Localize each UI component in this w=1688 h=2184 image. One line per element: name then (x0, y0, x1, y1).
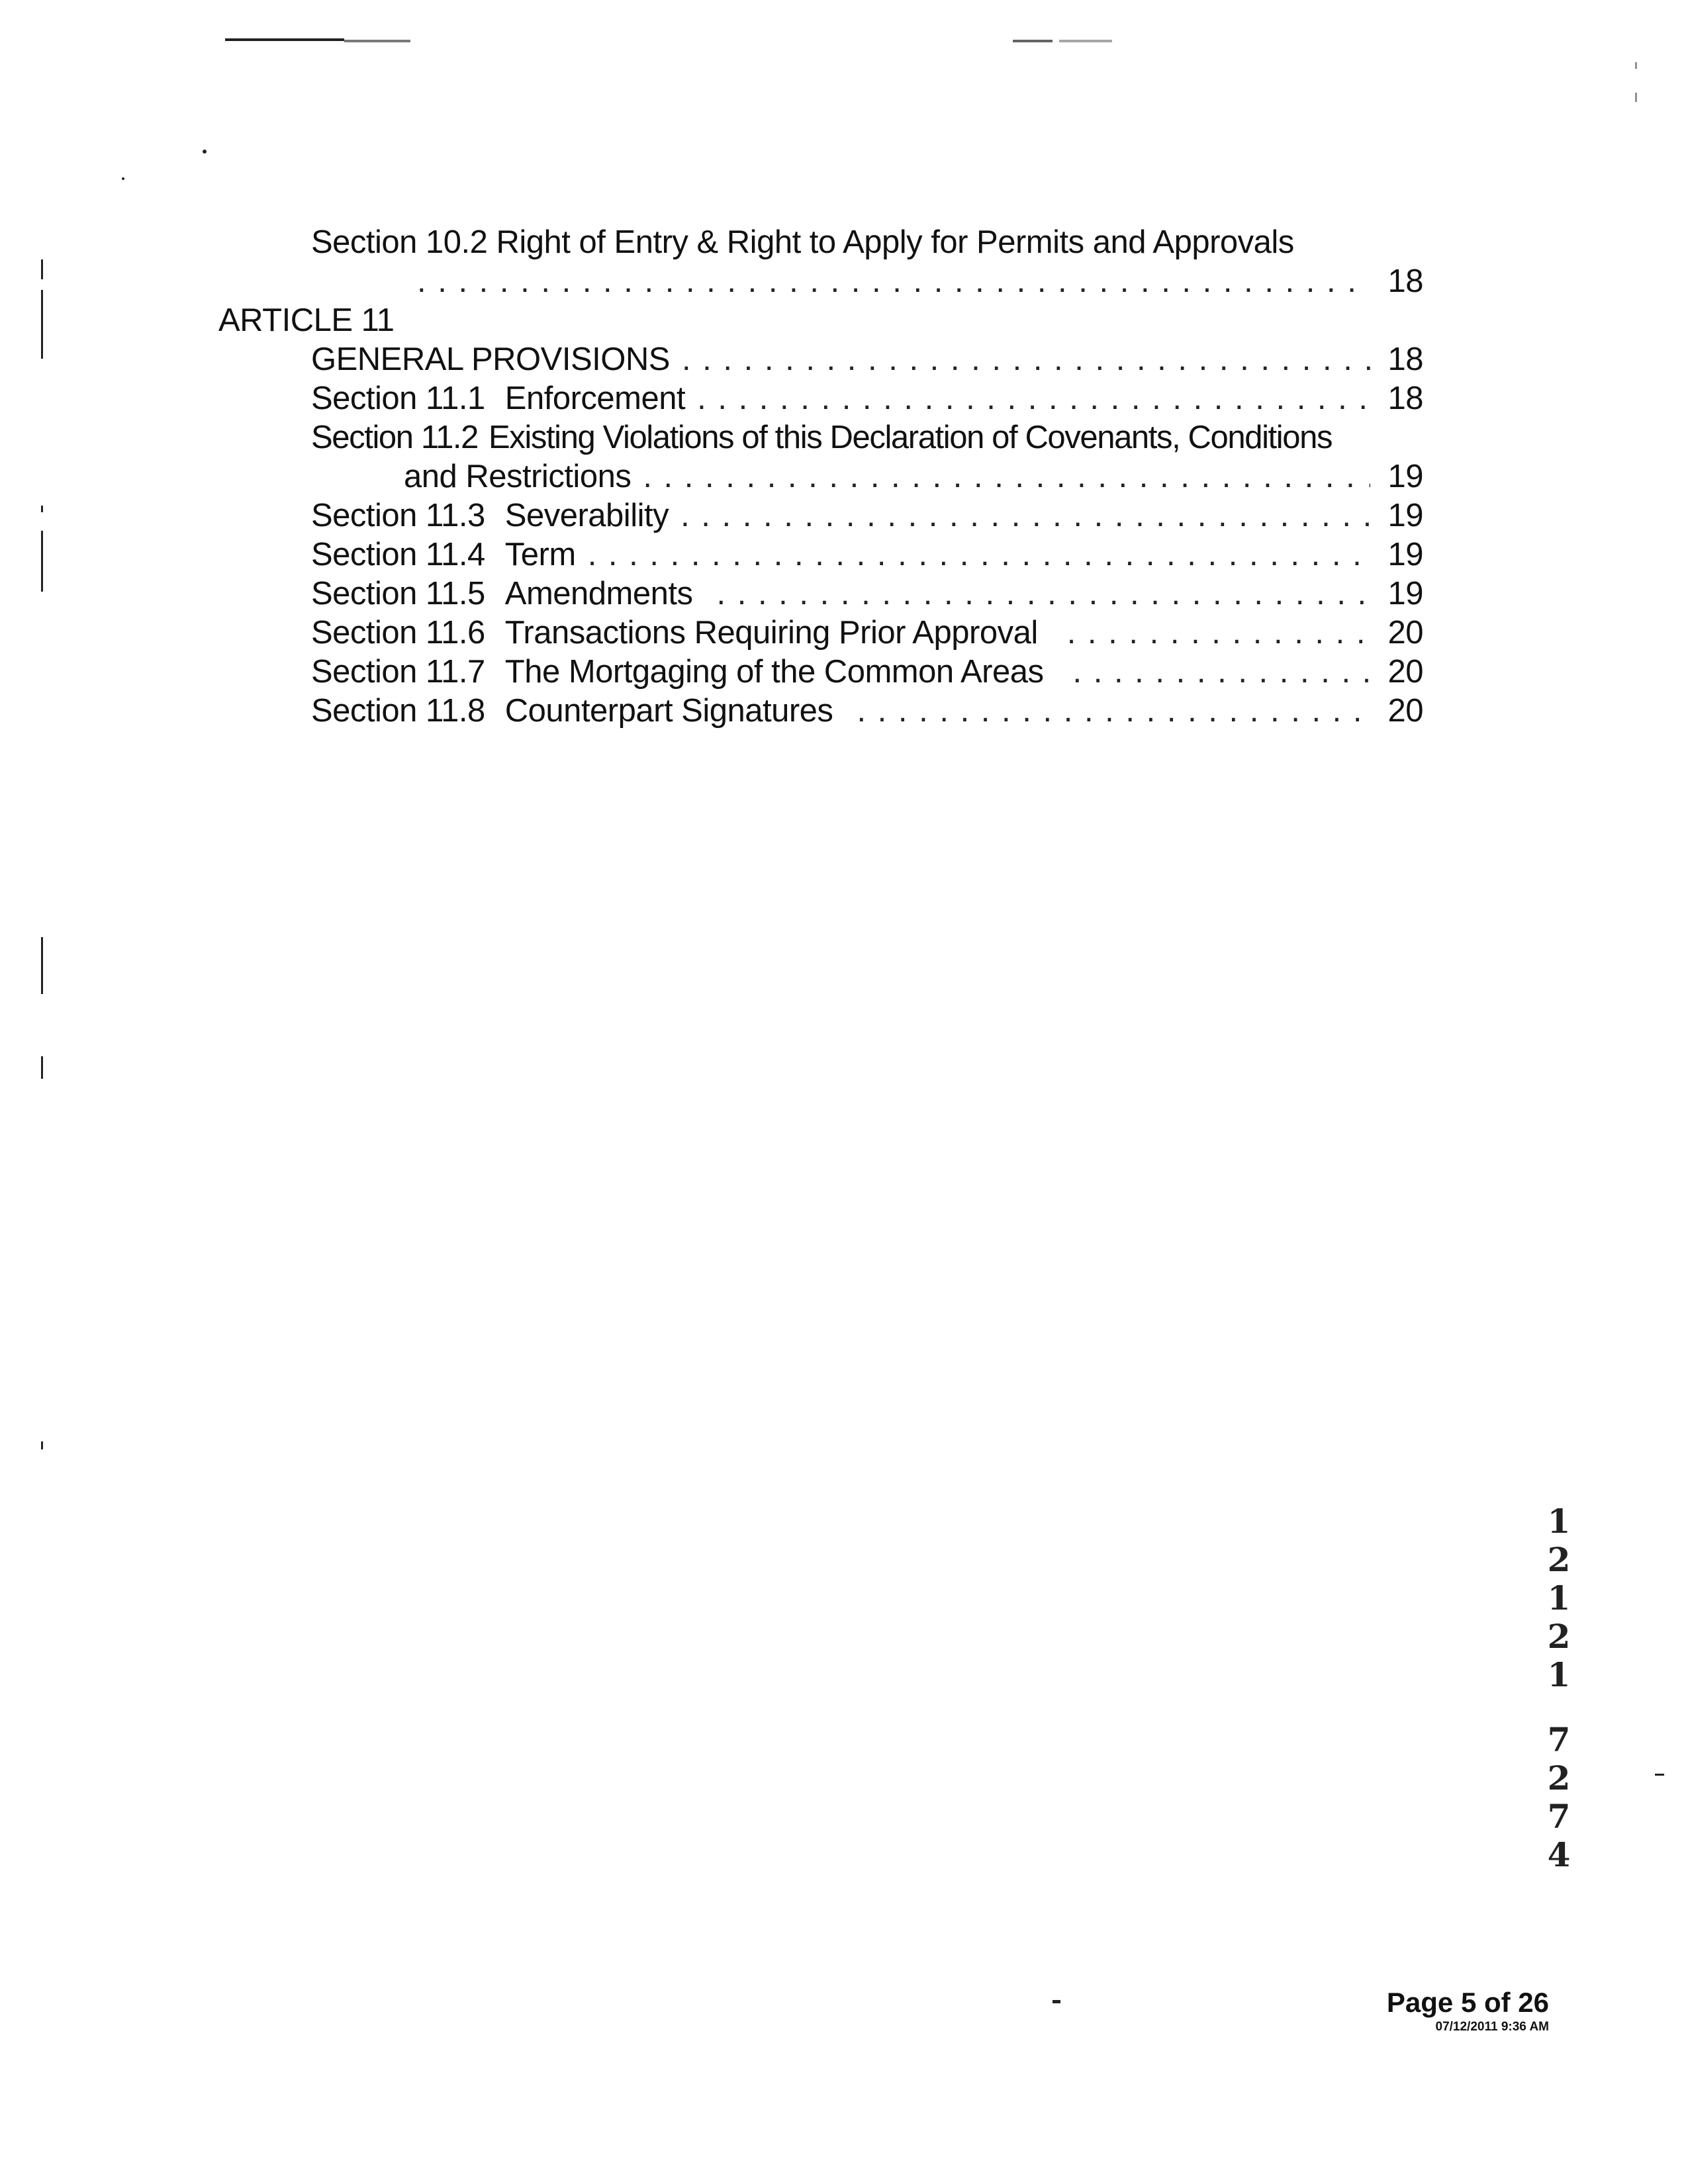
toc-page-number: 19 (1387, 459, 1423, 494)
section-number: Section 11.1 (311, 381, 485, 416)
section-number: Section 11.7 (311, 654, 485, 690)
dot-leader (588, 535, 1370, 574)
toc-entry-11-2-first-line (311, 418, 1332, 457)
dot-leader (682, 340, 1370, 379)
print-timestamp: 07/12/2011 9:36 AM (1435, 2020, 1549, 2034)
toc-page-number: 20 (1387, 654, 1423, 690)
bates-digit: 1 (1547, 1578, 1571, 1617)
section-number: Section 11.4 (311, 537, 485, 572)
section-title: Severability (504, 498, 669, 533)
article-heading: ARTICLE 11 (218, 302, 395, 338)
section-title: The Mortgaging of the Common Areas (504, 654, 1044, 690)
toc-entry-11-4 (311, 535, 1423, 574)
toc-page-number: 20 (1387, 693, 1423, 729)
section-title: Enforcement (504, 381, 686, 416)
bates-digit: 4 (1547, 1835, 1571, 1874)
section-title: Transactions Requiring Prior Approval (504, 615, 1038, 651)
scan-artifact-right-mark (1655, 1774, 1664, 1776)
toc-entry-11-2-second-line (404, 457, 1423, 496)
scan-artifact-left-line (41, 1056, 43, 1079)
toc-page-number: 18 (1387, 381, 1423, 416)
toc-entry-11-7 (311, 653, 1423, 692)
scan-artifact-dot (203, 150, 207, 154)
toc-entry-11-1 (311, 379, 1423, 418)
toc-page-number: 18 (1387, 341, 1423, 377)
scan-artifact-right-line (1635, 93, 1637, 102)
section-number: Section 11.5 (311, 576, 485, 612)
section-number: Section 11.6 (311, 615, 485, 651)
toc-page-number: 18 (1387, 263, 1423, 299)
scan-artifact-left-line (41, 531, 43, 592)
toc-page-number: 20 (1387, 615, 1423, 651)
bates-digit: 2 (1547, 1540, 1571, 1579)
dot-leader (717, 574, 1371, 614)
section-title: Counterpart Signatures (504, 693, 833, 729)
scan-artifact-top-line (1013, 40, 1053, 42)
section-number: Section 11.3 (311, 498, 485, 533)
scan-artifact-top-line (344, 40, 410, 42)
scan-artifact-left-line (41, 259, 43, 279)
scan-artifact-dot (122, 177, 124, 180)
scan-artifact-right-line (1635, 62, 1637, 69)
scan-artifact-left-line (41, 506, 43, 512)
bates-digit: 7 (1547, 1797, 1571, 1836)
dot-leader (643, 457, 1370, 496)
toc-entry-10-2-label: Section 10.2 Right of Entry & Right to Apply for Permits and Approvals (311, 224, 1294, 260)
bates-gap (1542, 1694, 1575, 1721)
dot-leader (417, 262, 1370, 301)
scan-artifact-top-line (225, 38, 344, 41)
scan-artifact-top-line (1059, 40, 1112, 42)
toc-entry-10-2-leader-row (417, 262, 1423, 301)
toc-page-number: 19 (1387, 537, 1423, 572)
toc-page-number: 19 (1387, 498, 1423, 533)
toc-entry-11-6 (311, 614, 1423, 653)
scan-artifact-bottom-mark (1053, 2000, 1060, 2003)
bates-digit: 2 (1547, 1758, 1571, 1797)
bates-digit: 2 (1547, 1617, 1571, 1656)
toc-entry-article-title (311, 340, 1423, 379)
bates-number (1542, 1502, 1575, 1874)
scan-artifact-left-line (41, 1441, 43, 1449)
toc-entry-11-5 (311, 574, 1423, 614)
toc-page-number: 19 (1387, 576, 1423, 612)
section-title: Term (504, 537, 576, 572)
dot-leader (697, 379, 1370, 418)
section-number: Section 11.8 (311, 693, 485, 729)
page-number-footer: Page 5 of 26 (1386, 1987, 1549, 2018)
section-title-continuation: and Restrictions (404, 459, 632, 494)
section-title: Amendments (504, 576, 693, 612)
bates-digit: 7 (1547, 1720, 1571, 1759)
bates-digit: 1 (1547, 1502, 1571, 1541)
section-title: Existing Violations of this Declaration of Covenants, Conditions (488, 420, 1333, 455)
dot-leader (680, 496, 1370, 535)
toc-entry-11-3 (311, 496, 1423, 535)
bates-digit: 1 (1547, 1655, 1571, 1694)
dot-leader (857, 692, 1370, 731)
section-number: Section 11.2 (311, 420, 478, 455)
dot-leader (1067, 614, 1370, 653)
scan-artifact-left-line (41, 937, 43, 994)
dot-leader (1073, 653, 1371, 692)
toc-entry-11-8 (311, 692, 1423, 731)
article-title: GENERAL PROVISIONS (311, 341, 670, 377)
scan-artifact-left-line (41, 290, 43, 359)
